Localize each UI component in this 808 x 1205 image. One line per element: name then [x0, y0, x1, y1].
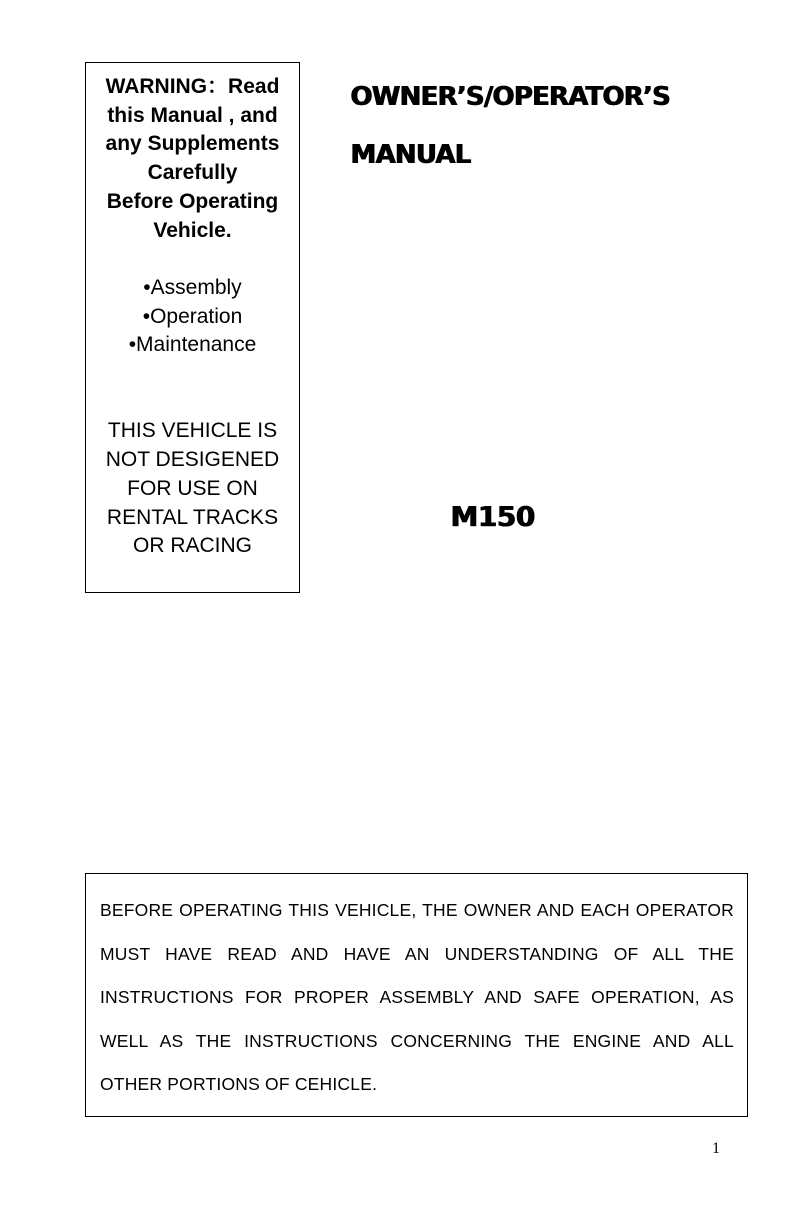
notice-line: NOT DESIGENED	[105, 448, 280, 472]
manual-title-line2: MANUAL	[350, 140, 470, 170]
notice-line: FOR USE ON	[127, 476, 258, 500]
list-item: • Operation	[86, 303, 299, 332]
warning-line: this Manual , and	[107, 103, 278, 127]
manual-title-line1: OWNER’S/OPERATOR’S	[350, 82, 670, 112]
rental-notice	[86, 417, 299, 561]
notice-line: OR RACING	[132, 534, 252, 558]
operating-notice-box	[85, 873, 748, 1117]
model-number: M150	[450, 500, 535, 533]
operating-notice-text: BEFORE OPERATING THIS VEHICLE, THE OWNER AND EACH OPERATOR MUST HAVE READ AND HAVE AN UNDERSTANDING OF ALL THE INSTRUCTIONS FOR PROPER ASSEMBLY AND SAFE OPERATION, AS WELL AS THE INSTRUCTIONS CONCERNING THE ENGINE AND ALL OTHER PORTIONS OF CEHICLE.	[100, 900, 734, 1094]
list-item: • Assembly	[86, 274, 299, 303]
warning-box	[85, 62, 300, 593]
manual-title	[350, 68, 670, 184]
page-number: 1	[712, 1140, 720, 1157]
warning-line: WARNING：Read	[105, 75, 280, 98]
warning-line: any Supplements	[105, 132, 280, 156]
list-item: • Maintenance	[86, 331, 299, 360]
warning-line: Before Operating	[106, 189, 279, 213]
notice-line: RENTAL TRACKS	[106, 505, 279, 529]
notice-line: THIS VEHICLE IS	[107, 419, 278, 443]
warning-title	[86, 73, 299, 245]
warning-line: Carefully	[147, 161, 238, 185]
warning-line: Vehicle.	[153, 218, 232, 242]
topics-list	[86, 274, 299, 360]
